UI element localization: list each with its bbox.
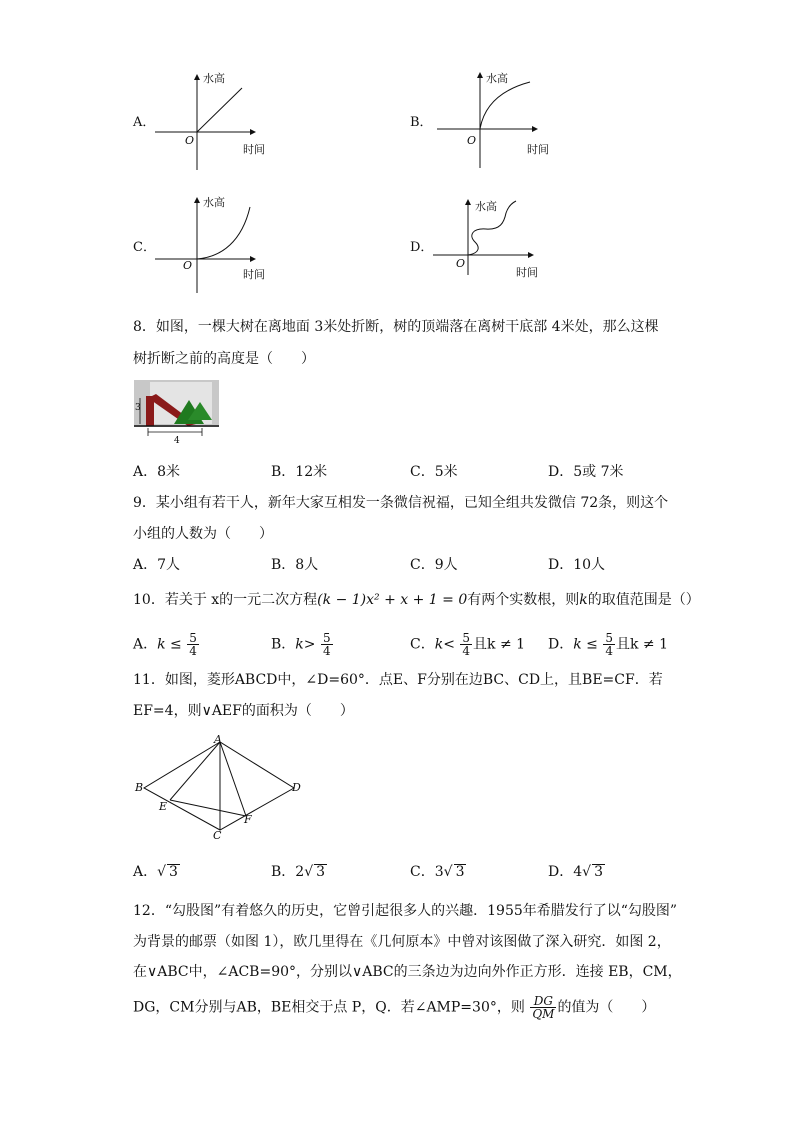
q10-option-d-tail: 且k ≠ 1 bbox=[616, 636, 669, 653]
q10-option-c-denominator: 4 bbox=[462, 644, 471, 658]
q9-stem-line1: 9．某小组有若干人，新年大家互相发一条微信祝福，已知全组共发微信 72条，则这个 bbox=[133, 495, 669, 511]
q10-option-d-relation: k ≤ bbox=[573, 636, 598, 653]
q7-a-origin: O bbox=[185, 134, 195, 147]
q10-option-c-label: C． bbox=[410, 636, 435, 653]
q10-option-b-label: B． bbox=[271, 636, 296, 653]
q8-fig-label-4: 4 bbox=[174, 436, 180, 446]
q11-stem-line1: 11．如图，菱形ABCD中，∠D=60°．点E、F分别在边BC、CD上，且BE=CF．若 bbox=[133, 672, 663, 688]
q8-option-d: D．5或 7米 bbox=[548, 464, 624, 480]
q11-option-a bbox=[133, 862, 180, 882]
q11-option-c bbox=[410, 862, 466, 882]
q7-option-d-label: D． bbox=[410, 240, 434, 255]
q10-option-b-denominator: 4 bbox=[322, 644, 331, 658]
q10-stem-middle: 有两个实数根，则 bbox=[467, 592, 580, 608]
q12-stem-line3: 在∨ABC中，∠ACB=90°，分别以∨ABC的三条边为边向外作正方形．连接 EB，CM， bbox=[133, 964, 682, 980]
q11-stem-line2: EF=4，则∨AEF的面积为（ ） bbox=[133, 703, 354, 719]
q12-stem-line4 bbox=[133, 995, 655, 1020]
q7-d-origin: O bbox=[456, 257, 466, 270]
q7-d-y-axis-label: 水高 bbox=[475, 200, 497, 213]
sqrt-icon: √ bbox=[304, 864, 314, 880]
q12-fraction bbox=[530, 995, 556, 1020]
q11-rhombus-figure bbox=[130, 730, 310, 845]
sqrt-icon: √ bbox=[582, 864, 592, 880]
q8-option-b: B．12米 bbox=[271, 464, 328, 480]
q10-option-b bbox=[271, 632, 334, 657]
q10-option-c-fraction bbox=[460, 632, 472, 657]
q8-stem-line2: 树折断之前的高度是（ ） bbox=[133, 351, 315, 367]
q10-option-c-numerator: 5 bbox=[462, 631, 471, 645]
q9-option-d: D．10人 bbox=[548, 557, 606, 573]
q10-equation: (k − 1)x² + x + 1 = 0 bbox=[317, 592, 468, 608]
q7-a-y-axis-label: 水高 bbox=[203, 72, 225, 85]
q10-option-d-denominator: 4 bbox=[605, 644, 613, 658]
q10-option-c-relation: k< bbox=[434, 636, 455, 653]
q10-option-d-fraction bbox=[603, 632, 615, 657]
sqrt-icon: √ bbox=[443, 864, 453, 880]
q7-c-x-axis-label: 时间 bbox=[243, 268, 265, 281]
q7-b-x-axis-label: 时间 bbox=[527, 143, 549, 156]
q11-option-b-radicand: 3 bbox=[316, 864, 326, 880]
q9-option-c: C．9人 bbox=[410, 557, 458, 573]
q10-option-b-fraction bbox=[321, 632, 333, 657]
q11-point-e: E bbox=[159, 800, 168, 813]
q11-option-b-label: B． bbox=[271, 864, 296, 880]
q10-option-a-numerator: 5 bbox=[189, 631, 197, 645]
q7-option-a-label: A． bbox=[133, 115, 156, 130]
q10-option-b-relation: k> bbox=[295, 636, 316, 653]
q11-option-c-label: C． bbox=[410, 864, 435, 880]
q12-fraction-numerator: DG bbox=[530, 995, 556, 1008]
q8-option-a: A．8米 bbox=[133, 464, 181, 480]
q7-c-origin: O bbox=[183, 259, 193, 272]
q12-fraction-denominator: QM bbox=[532, 1007, 555, 1021]
q10-option-d-numerator: 5 bbox=[605, 631, 613, 645]
q11-point-c: C bbox=[213, 829, 222, 842]
q10-variable-k: k bbox=[579, 592, 588, 608]
q7-b-origin: O bbox=[467, 134, 477, 147]
q9-option-a: A．7人 bbox=[133, 557, 181, 573]
q7-d-x-axis-label: 时间 bbox=[516, 266, 538, 279]
q10-option-d-label: D． bbox=[548, 636, 574, 653]
q11-option-d-coef: 4 bbox=[573, 864, 583, 880]
q9-option-b: B．8人 bbox=[271, 557, 319, 573]
q10-option-d bbox=[548, 632, 668, 657]
q11-point-b: B bbox=[135, 781, 144, 794]
q10-option-a-fraction bbox=[187, 632, 199, 657]
q10-option-c-tail: 且k ≠ 1 bbox=[473, 636, 526, 653]
sqrt-icon: √ bbox=[157, 864, 167, 880]
q11-point-f: F bbox=[244, 813, 252, 826]
q7-a-x-axis-label: 时间 bbox=[243, 143, 265, 156]
q10-stem-prefix: 10．若关于 x的一元二次方程 bbox=[133, 592, 318, 608]
q10-option-c bbox=[410, 632, 525, 657]
q11-option-b-coef: 2 bbox=[295, 864, 305, 880]
q10-option-b-numerator: 5 bbox=[322, 631, 331, 645]
q8-fig-label-3: 3 bbox=[135, 403, 141, 413]
q8-stem-line1: 8．如图，一棵大树在离地面 3米处折断，树的顶端落在离树干底部 4米处，那么这棵 bbox=[133, 319, 659, 335]
q8-option-c: C．5米 bbox=[410, 464, 458, 480]
q12-line4-prefix: DG，CM分别与AB，BE相交于点 P，Q．若∠AMP=30°，则 bbox=[133, 999, 525, 1016]
q8-broken-tree-figure bbox=[134, 380, 219, 444]
q7-c-y-axis-label: 水高 bbox=[203, 196, 225, 209]
q11-option-b bbox=[271, 862, 327, 882]
q10-option-a-relation: k ≤ bbox=[157, 636, 182, 653]
q11-option-c-radicand: 3 bbox=[455, 864, 465, 880]
q11-option-d-label: D． bbox=[548, 864, 574, 880]
q12-stem-line1: 12．“勾股图”有着悠久的历史，它曾引起很多人的兴趣．1955年希腊发行了以“勾股图” bbox=[133, 903, 678, 919]
q11-point-a: A bbox=[214, 733, 222, 746]
q10-option-a-denominator: 4 bbox=[189, 644, 197, 658]
q11-point-d: D bbox=[292, 781, 301, 794]
q12-line4-suffix: 的值为（ ） bbox=[557, 999, 656, 1016]
q7-b-y-axis-label: 水高 bbox=[486, 72, 508, 85]
q10-stem-suffix: 的取值范围是（） bbox=[587, 592, 700, 608]
q11-option-d bbox=[548, 862, 605, 882]
q9-stem-line2: 小组的人数为（ ） bbox=[133, 526, 273, 542]
q11-option-a-label: A． bbox=[133, 864, 158, 880]
q12-stem-line2: 为背景的邮票（如图 1），欧几里得在《几何原本》中曾对该图做了深入研究．如图 2， bbox=[133, 934, 671, 950]
q10-option-a bbox=[133, 632, 200, 657]
q7-option-b-label: B． bbox=[410, 115, 433, 130]
q11-option-a-radicand: 3 bbox=[169, 864, 178, 880]
q11-option-c-coef: 3 bbox=[434, 864, 444, 880]
q10-stem bbox=[133, 590, 700, 610]
q7-option-c-label: C． bbox=[133, 240, 156, 255]
q10-option-a-label: A． bbox=[133, 636, 158, 653]
q11-option-d-radicand: 3 bbox=[594, 864, 603, 880]
